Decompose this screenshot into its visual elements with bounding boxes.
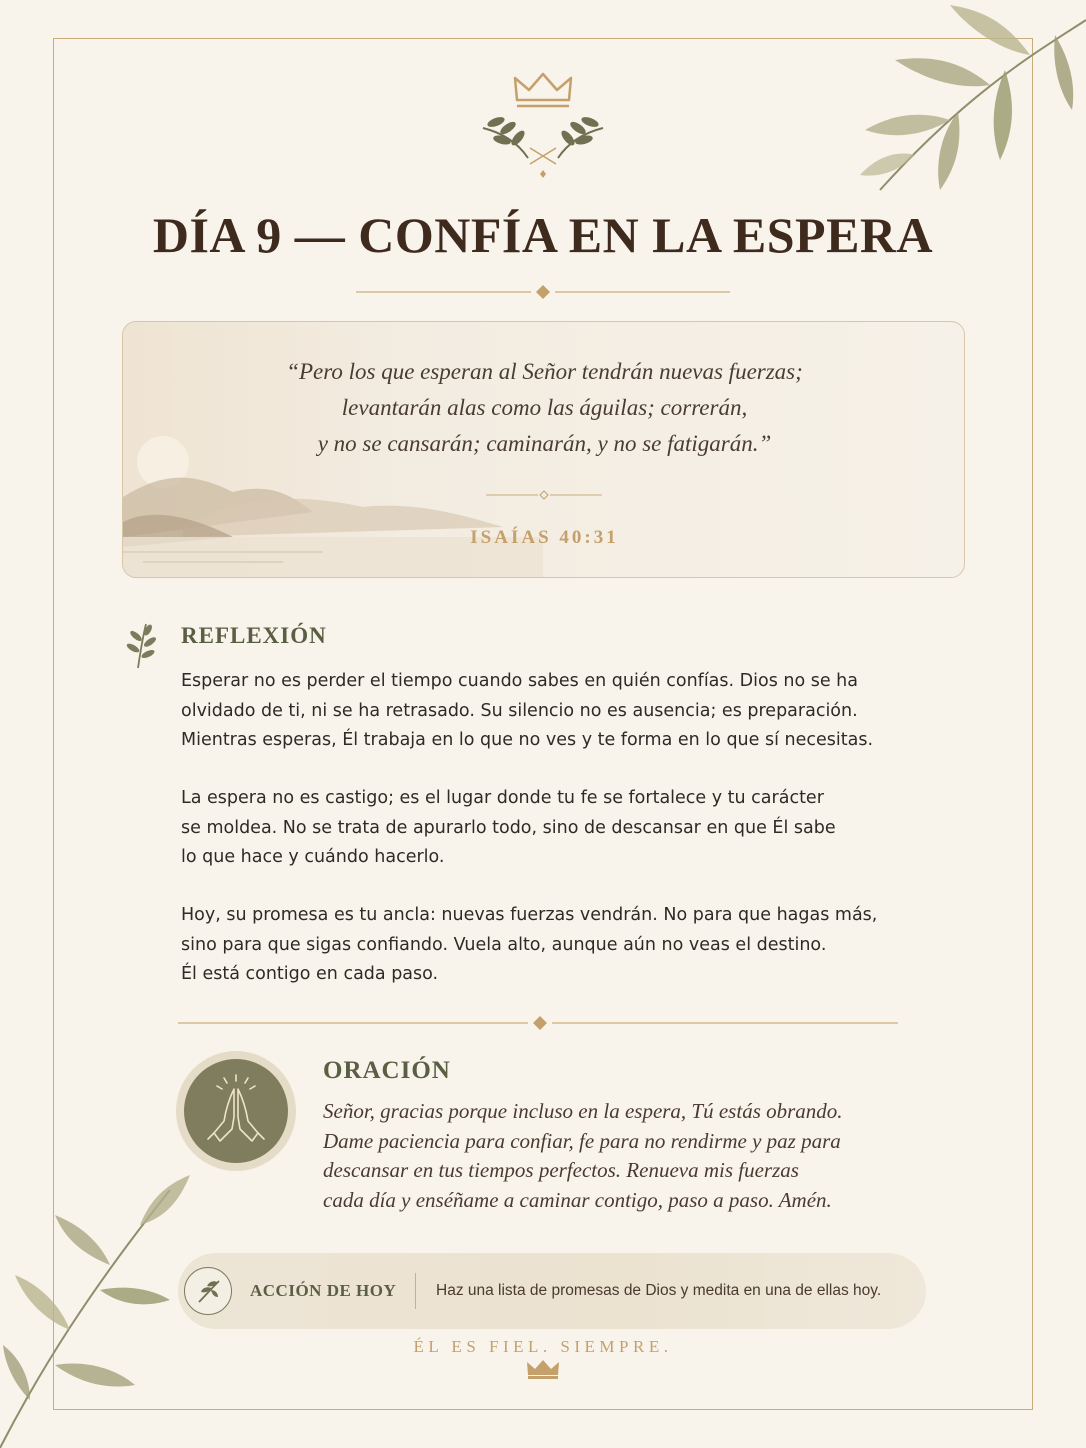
leaf-sprig-icon [124, 620, 158, 670]
prayer-heading: ORACIÓN [323, 1057, 451, 1084]
prayer-text [323, 1097, 933, 1215]
reflection-line: lo que hace y cuándo hacerlo. [181, 847, 445, 867]
prayer-line: cada día y enséñame a caminar contigo, paso a paso. Amén. [323, 1187, 832, 1212]
reflection-line: se moldea. No se trata de apurarlo todo, sino de descansar en que Él sabe [181, 817, 836, 838]
bottom-left-leaves-decoration [0, 1170, 200, 1448]
action-of-the-day-bar [178, 1253, 926, 1329]
reflection-line: La espera no es castigo; es el lugar donde tu fe se fortalece y tu carácter [181, 788, 824, 808]
reflection-paragraph [181, 667, 921, 756]
prayer-icon-badge [176, 1051, 296, 1171]
prayer-line: Dame paciencia para confiar, fe para no rendirme y paz para [323, 1128, 841, 1153]
footer-tagline: ÉL ES FIEL. SIEMPRE. [413, 1337, 673, 1356]
action-label: ACCIÓN DE HOY [250, 1281, 397, 1300]
prayer-line: descansar en tus tiempos perfectos. Renueva mis fuerzas [323, 1158, 799, 1182]
reflection-line: Mientras esperas, Él trabaja en lo que no ves y te forma en lo que sí necesitas. [181, 730, 874, 750]
reflection-heading: REFLEXIÓN [181, 623, 327, 648]
page-title: DÍA 9 — CONFÍA EN LA ESPERA [152, 207, 934, 263]
reflection-line: olvidado de ti, ni se ha retrasado. Su silencio no es ausencia; es preparación. [181, 700, 858, 721]
verse-line: “Pero los que esperan al Señor tendrán nuevas fuerzas; [286, 359, 803, 384]
prayer-line: Señor, gracias porque incluso en la espera, Tú estás obrando. [323, 1099, 843, 1123]
laurel-icon [478, 108, 608, 178]
crown-icon [511, 70, 575, 110]
praying-hands-icon [184, 1059, 288, 1163]
verse-line: levantarán alas como las águilas; correrán, [341, 395, 748, 420]
title-divider [356, 282, 730, 302]
leaf-sprig-icon [191, 1274, 225, 1308]
action-text: Haz una lista de promesas de Dios y medita en una de ellas hoy. [436, 1282, 882, 1299]
crown-icon [525, 1357, 561, 1381]
section-divider [178, 1013, 898, 1033]
verse-divider [486, 489, 602, 501]
reflection-line: Hoy, su promesa es tu ancla: nuevas fuerzas vendrán. No para que hagas más, [181, 905, 878, 925]
verse-reference: ISAÍAS 40:31 [470, 527, 619, 548]
action-separator [415, 1273, 416, 1309]
top-right-leaves-decoration [840, 0, 1086, 210]
verse-line: y no se cansarán; caminarán, y no se fatigarán.” [317, 431, 772, 456]
reflection-paragraph [181, 901, 921, 990]
verse-quote [123, 354, 965, 462]
reflection-line: Esperar no es perder el tiempo cuando sabes en quién confías. Dios no se ha [181, 671, 858, 691]
reflection-paragraph [181, 784, 921, 873]
reflection-line: sino para que sigas confiando. Vuela alto, aunque aún no veas el destino. [181, 934, 827, 955]
reflection-line: Él está contigo en cada paso. [181, 964, 439, 984]
action-icon-badge [184, 1267, 232, 1315]
verse-card [122, 321, 965, 578]
